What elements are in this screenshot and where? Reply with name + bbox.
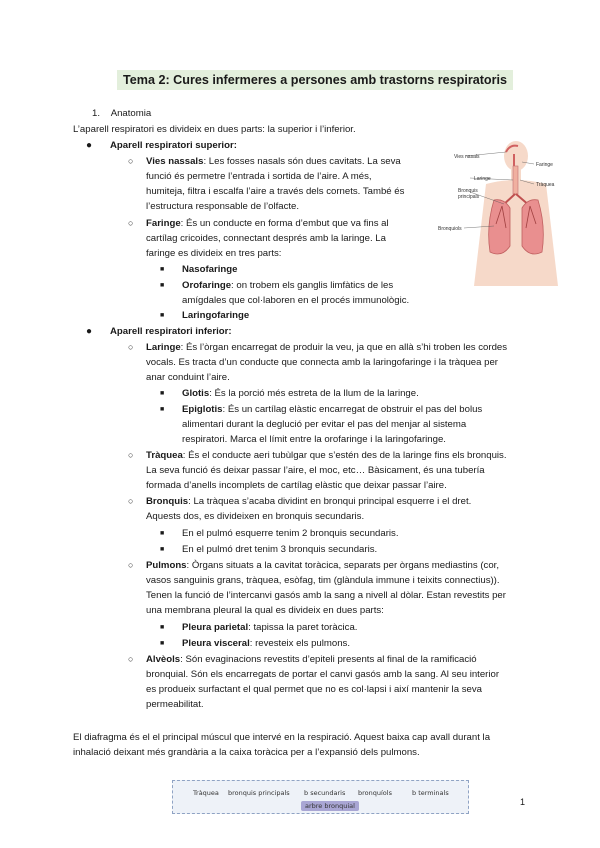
respiratory-system-illustration — [438, 136, 563, 286]
epiglotis-line: alimentari durant la deglució per evitar el pas del menjar al sistema — [182, 419, 467, 430]
epiglotis-term: Epiglotis — [182, 404, 223, 415]
epiglotis-line: : És un cartílag elàstic encarregat de obstruir el pas del bolus — [222, 404, 483, 415]
label-nasal: Vies nasals — [454, 154, 480, 160]
pulmons-paragraph — [146, 558, 531, 618]
faringe-line: faringe es divideix en tres parts: — [146, 248, 282, 259]
faringe-line: : És un conducte en forma d’embut que va fins al — [180, 218, 389, 229]
alveols-line: : Són evaginacions revestits d’epiteli presents al final de la ramificació — [180, 654, 477, 665]
vies-line: humiteja, filtra i escalfa l’aire a través dels cornets. També és — [146, 186, 405, 197]
faringe-term: Faringe — [146, 218, 181, 229]
vies-nassals-paragraph — [146, 154, 439, 214]
vies-term: Vies nassals — [146, 156, 204, 167]
bullet-square: ■ — [160, 546, 165, 553]
alveols-line: permeabilitat. — [146, 699, 204, 710]
bullet-square: ■ — [160, 282, 165, 289]
traquea-line: formada d’anells incomplets de cartílag elàstic que deixar passar l’aire. — [146, 480, 447, 491]
banner-item: Tràquea — [193, 789, 219, 797]
banner-highlight: arbre bronquial — [301, 801, 359, 811]
pleura-visceral-item — [182, 636, 350, 651]
pleura-parietal-desc: : tapissa la paret toràcica. — [248, 622, 358, 633]
banner-item: b terminals — [412, 789, 449, 797]
pleura-visceral-term: Pleura visceral — [182, 638, 250, 649]
pleura-parietal-item — [182, 620, 357, 635]
vies-line: funció és permetre l’entrada i sortida de l’aire. A més, — [146, 171, 372, 182]
laringe-paragraph — [146, 340, 531, 385]
label-bronquis: Bronquis principals — [458, 188, 480, 200]
label-traquea: Tràquea — [536, 182, 555, 188]
bronquis-right-item: En el pulmó dret tenim 3 bronquis secundaris. — [182, 544, 378, 555]
pulmons-line: Tenen la funció de l’intercanvi gasós amb la sang a nivell al dòlar. Estan revestits per — [146, 590, 506, 601]
laringe-term: Laringe — [146, 342, 181, 353]
orofaringe-term: Orofaringe — [182, 280, 232, 291]
pulmons-line: : Òrgans situats a la cavitat toràcica, separats per òrgans mediastins (cor, — [186, 560, 499, 571]
alveols-paragraph — [146, 652, 531, 712]
bullet-square: ■ — [160, 390, 165, 397]
banner-item: bronquíols — [358, 789, 392, 797]
label-faringe: Faringe — [536, 162, 553, 168]
pulmons-line: vasos sanguinis grans, tràquea, esòfag, tim (glàndula immune i teixits connectius)). — [146, 575, 500, 586]
traquea-term: Tràquea — [146, 450, 183, 461]
section-heading — [92, 106, 151, 121]
alveols-line: bronquial. Són els encarregats de portar el canvi gasós amb la sang. Al seu interior — [146, 669, 500, 680]
banner-item: bronquis principals — [228, 789, 290, 797]
section-number: 1. — [92, 108, 101, 119]
pleura-visceral-desc: : revesteix els pulmons. — [249, 638, 350, 649]
traquea-line: : És el conducte aeri tubùlgar que s’estén des de la laringe fins els bronquis. — [182, 450, 507, 461]
bullet-square: ■ — [160, 406, 165, 413]
bronquis-line: Aquests dos, es divideixen en bronquis secundaris. — [146, 511, 365, 522]
bronchial-tree-note — [172, 780, 469, 814]
epiglotis-paragraph — [182, 402, 527, 447]
orofaringe-paragraph — [182, 278, 427, 308]
alveols-term: Alvèols — [146, 654, 181, 665]
intro-text: L’aparell respiratori es divideix en dues parts: la superior i l’inferior. — [73, 124, 356, 135]
vies-line: : Les fosses nasals són dues cavitats. La seva — [203, 156, 401, 167]
bullet-square: ■ — [160, 312, 165, 319]
glotis-paragraph — [182, 386, 527, 401]
nasofaringe-term: Nasofaringe — [182, 264, 238, 275]
bullet-circle: ○ — [128, 654, 134, 664]
pleura-parietal-term: Pleura parietal — [182, 622, 249, 633]
epiglotis-line: respiratori. Marca el límit entre la orofaringe i la laringofaringe. — [182, 434, 446, 445]
bullet-square: ■ — [160, 624, 165, 631]
bullet-square: ■ — [160, 640, 165, 647]
closing-paragraph: El diafragma és el el principal múscul que intervé en la respiració. Aquest baixa cap avall durant la inhalació deixant més grandària a la caixa toràcica per a l’expansió dels pulmons. — [73, 732, 491, 758]
bronquis-paragraph — [146, 494, 531, 524]
vies-line: l’estructura responsable de l’olfacte. — [146, 201, 300, 212]
bullet-circle: ○ — [128, 496, 134, 506]
bullet-disc: ● — [86, 326, 93, 337]
bullet-circle: ○ — [128, 156, 134, 166]
faringe-line: cartílag cricoides, connectant després amb la laringe. La — [146, 233, 386, 244]
traquea-line: La seva funció és deixar passar l’aire, el moc, etc… Bàsicament, és una tubería — [146, 465, 485, 476]
laringe-line: vocals. Es tracta d’un conducte que connecta amb la laringofaringe i la tràquea per — [146, 357, 498, 368]
label-bronquiols: Bronquiols — [438, 226, 462, 232]
section-label: Anatomia — [110, 108, 152, 119]
bullet-circle: ○ — [128, 560, 134, 570]
traquea-paragraph — [146, 448, 531, 493]
bronquis-line: : La tràquea s’acaba dividint en bronqui principal esquerre i el dret. — [188, 496, 472, 507]
page-number: 1 — [520, 797, 526, 807]
lower-heading: Aparell respiratori inferior: — [110, 326, 232, 337]
laringe-line: : És l’òrgan encarregat de produir la veu, ja que en allà s’hi troben les cordes — [180, 342, 508, 353]
upper-heading: Aparell respiratori superior: — [110, 140, 237, 151]
orofaringe-line: : on trobem els ganglis limfàtics de les — [231, 280, 394, 291]
bullet-square: ■ — [160, 530, 165, 537]
bullet-disc: ● — [86, 140, 93, 151]
document-title: Tema 2: Cures infermeres a persones amb trastorns respiratoris — [117, 70, 513, 90]
banner-item: b secundaris — [304, 789, 346, 797]
laringofaringe-term: Laringofaringe — [182, 310, 250, 321]
label-laringe: Laringe — [474, 176, 491, 182]
bronquis-term: Bronquis — [146, 496, 189, 507]
orofaringe-line: amígdales que col·laboren en el procés immunològic. — [182, 295, 410, 306]
bullet-circle: ○ — [128, 450, 134, 460]
alveols-line: es produeix surfactant el qual permet que no es col·lapsi i així mantenir la seva — [146, 684, 482, 695]
bullet-circle: ○ — [128, 342, 134, 352]
pulmons-term: Pulmons — [146, 560, 187, 571]
bullet-square: ■ — [160, 266, 165, 273]
bullet-circle: ○ — [128, 218, 134, 228]
bronquis-left-item: En el pulmó esquerre tenim 2 bronquis secundaris. — [182, 528, 399, 539]
pulmons-line: una membrana pleural la qual es divideix en dues parts: — [146, 605, 384, 616]
glotis-term: Glotis — [182, 388, 210, 399]
glotis-line: : És la porció més estreta de la llum de la laringe. — [209, 388, 419, 399]
faringe-paragraph — [146, 216, 439, 261]
laringe-line: anar conduint l’aire. — [146, 372, 230, 383]
